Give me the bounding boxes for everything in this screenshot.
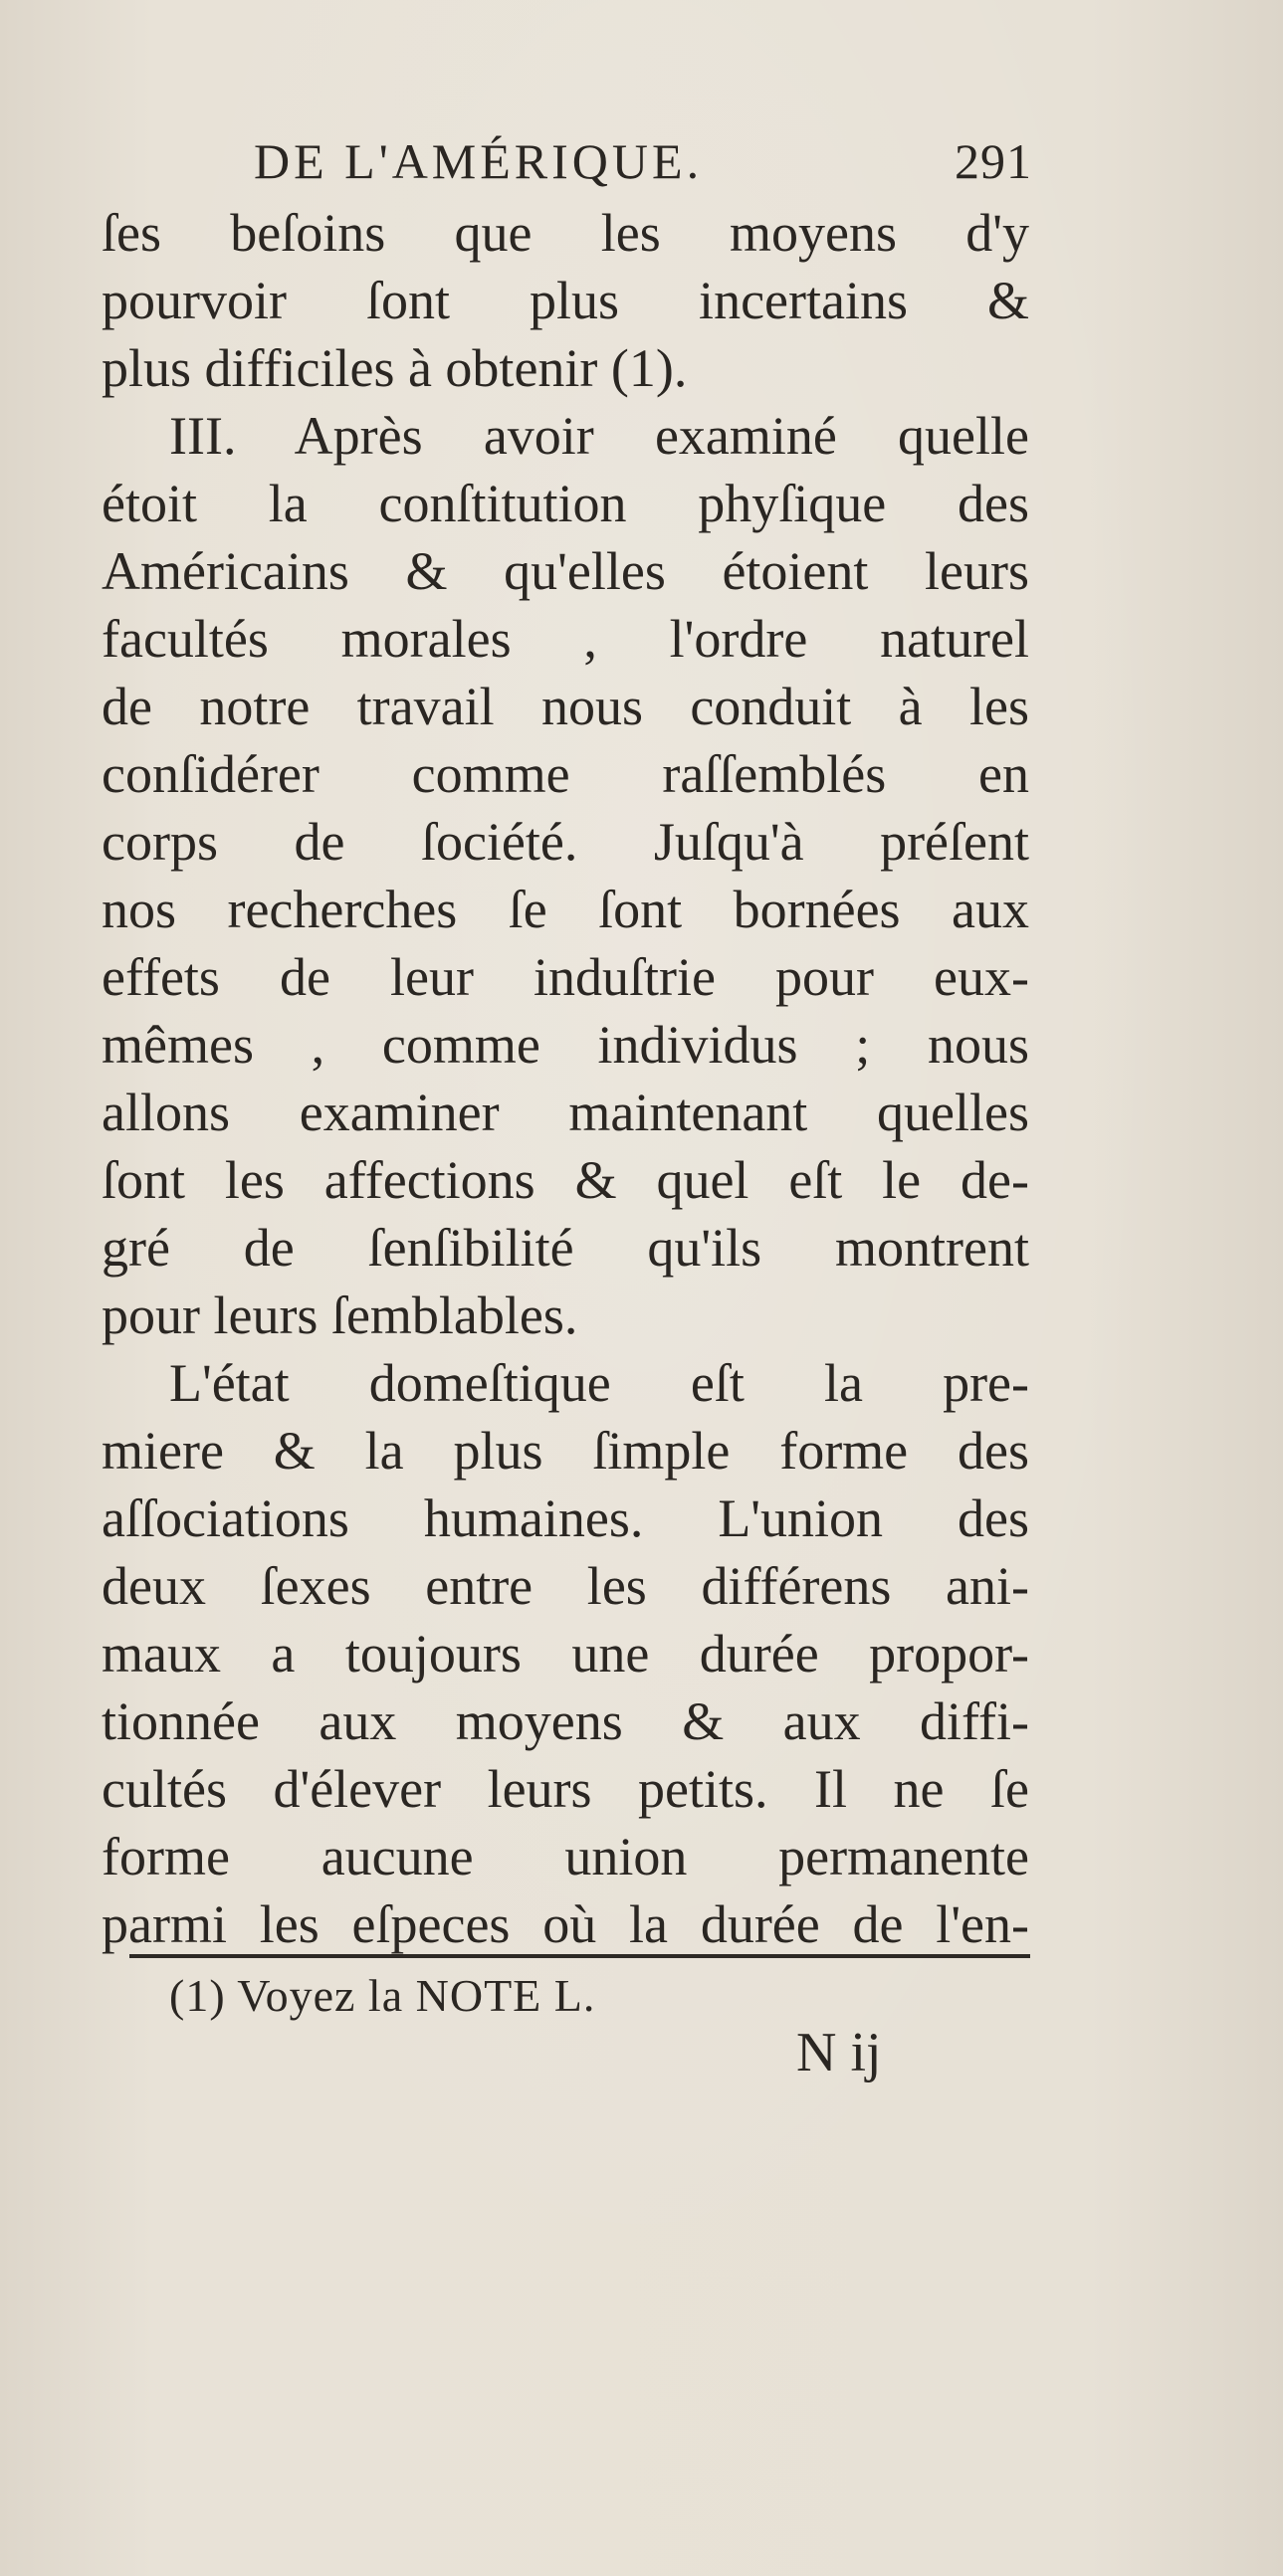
text-line: de notre travail nous conduit à les: [102, 677, 1029, 736]
text-line: nos recherches ſe ſont bornées aux: [102, 880, 1029, 939]
text-line: pourvoir ſont plus incertains &: [102, 271, 1029, 330]
text-line: parmi les eſpeces où la durée de l'en-: [102, 1894, 1029, 1954]
text-line: L'état domeſtique eſt la pre-: [169, 1353, 1029, 1413]
text-line: facultés morales , l'ordre naturel: [102, 609, 1029, 669]
footnote: (1) Voyez la NOTE L.: [169, 1970, 596, 2021]
text-line: plus difficiles à obtenir (1).: [102, 338, 688, 398]
text-line: cultés d'élever leurs petits. Il ne ſe: [102, 1759, 1029, 1819]
text-line: forme aucune union permanente: [102, 1827, 1029, 1886]
text-line: maux a toujours une durée propor-: [102, 1624, 1029, 1684]
running-head-title: DE L'AMÉRIQUE.: [254, 133, 704, 189]
text-line: ſes beſoins que les moyens d'y: [102, 203, 1029, 263]
signature-mark: N ij: [796, 2022, 882, 2083]
text-line: deux ſexes entre les différens ani-: [102, 1556, 1029, 1616]
running-head: [254, 131, 1032, 191]
text-line: allons examiner maintenant quelles: [102, 1083, 1029, 1142]
text-line: mêmes , comme individus ; nous: [102, 1015, 1029, 1075]
footnote-rule: [129, 1954, 1030, 1958]
text-line: étoit la conſtitution phyſique des: [102, 474, 1029, 533]
text-line: conſidérer comme raſſemblés en: [102, 744, 1029, 804]
text-line: III. Après avoir examiné quelle: [169, 406, 1029, 466]
text-line: pour leurs ſemblables.: [102, 1286, 578, 1345]
text-line: effets de leur induſtrie pour eux-: [102, 947, 1029, 1007]
page-number: 291: [955, 133, 1032, 189]
text-line: gré de ſenſibilité qu'ils montrent: [102, 1218, 1029, 1278]
body-text: [102, 199, 1029, 1958]
text-line: tionnée aux moyens & aux diffi-: [102, 1691, 1029, 1751]
text-line: Américains & qu'elles étoient leurs: [102, 541, 1029, 601]
text-line: corps de ſociété. Juſqu'à préſent: [102, 812, 1029, 872]
text-line: aſſociations humaines. L'union des: [102, 1488, 1029, 1548]
text-line: miere & la plus ſimple forme des: [102, 1421, 1029, 1481]
text-line: ſont les affections & quel eſt le de-: [102, 1150, 1029, 1210]
